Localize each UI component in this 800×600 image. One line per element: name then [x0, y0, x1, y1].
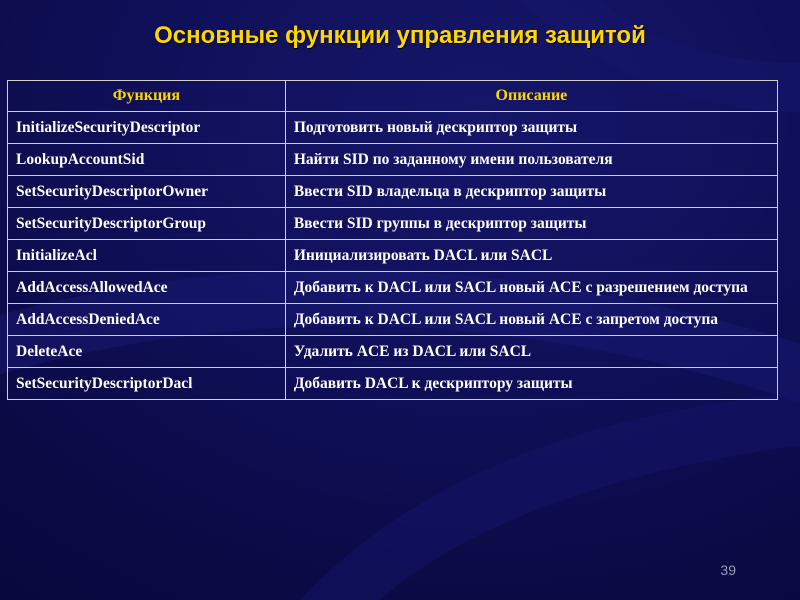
- table-row: [8, 208, 778, 240]
- function-cell: DeleteAce: [8, 336, 286, 368]
- function-cell: LookupAccountSid: [8, 144, 286, 176]
- description-cell: Ввести SID группы в дескриптор защиты: [285, 208, 777, 240]
- page-number: 39: [720, 562, 736, 578]
- table-row: [8, 368, 778, 400]
- slide-title: Основные функции управления защитой: [154, 22, 646, 49]
- description-cell: Подготовить новый дескриптор защиты: [285, 112, 777, 144]
- table-row: [8, 144, 778, 176]
- function-cell: SetSecurityDescriptorGroup: [8, 208, 286, 240]
- functions-table: [7, 80, 778, 400]
- description-cell: Добавить к DACL или SACL новый ACE с запретом доступа: [285, 304, 777, 336]
- table-row: [8, 176, 778, 208]
- table-row: [8, 112, 778, 144]
- description-cell: Добавить DACL к дескриптору защиты: [285, 368, 777, 400]
- header-function: Функция: [8, 81, 286, 112]
- table-header-row: [8, 81, 778, 112]
- table-row: [8, 304, 778, 336]
- table-row: [8, 336, 778, 368]
- function-cell: SetSecurityDescriptorDacl: [8, 368, 286, 400]
- description-cell: Удалить ACE из DACL или SACL: [285, 336, 777, 368]
- description-cell: Добавить к DACL или SACL новый ACE с разрешением доступа: [285, 272, 777, 304]
- function-cell: AddAccessAllowedAce: [8, 272, 286, 304]
- function-cell: AddAccessDeniedAce: [8, 304, 286, 336]
- description-cell: Найти SID по заданному имени пользователя: [285, 144, 777, 176]
- function-cell: SetSecurityDescriptorOwner: [8, 176, 286, 208]
- header-description: Описание: [285, 81, 777, 112]
- description-cell: Ввести SID владельца в дескриптор защиты: [285, 176, 777, 208]
- function-cell: InitializeAcl: [8, 240, 286, 272]
- table-row: [8, 240, 778, 272]
- table-row: [8, 272, 778, 304]
- function-cell: InitializeSecurityDescriptor: [8, 112, 286, 144]
- description-cell: Инициализировать DACL или SACL: [285, 240, 777, 272]
